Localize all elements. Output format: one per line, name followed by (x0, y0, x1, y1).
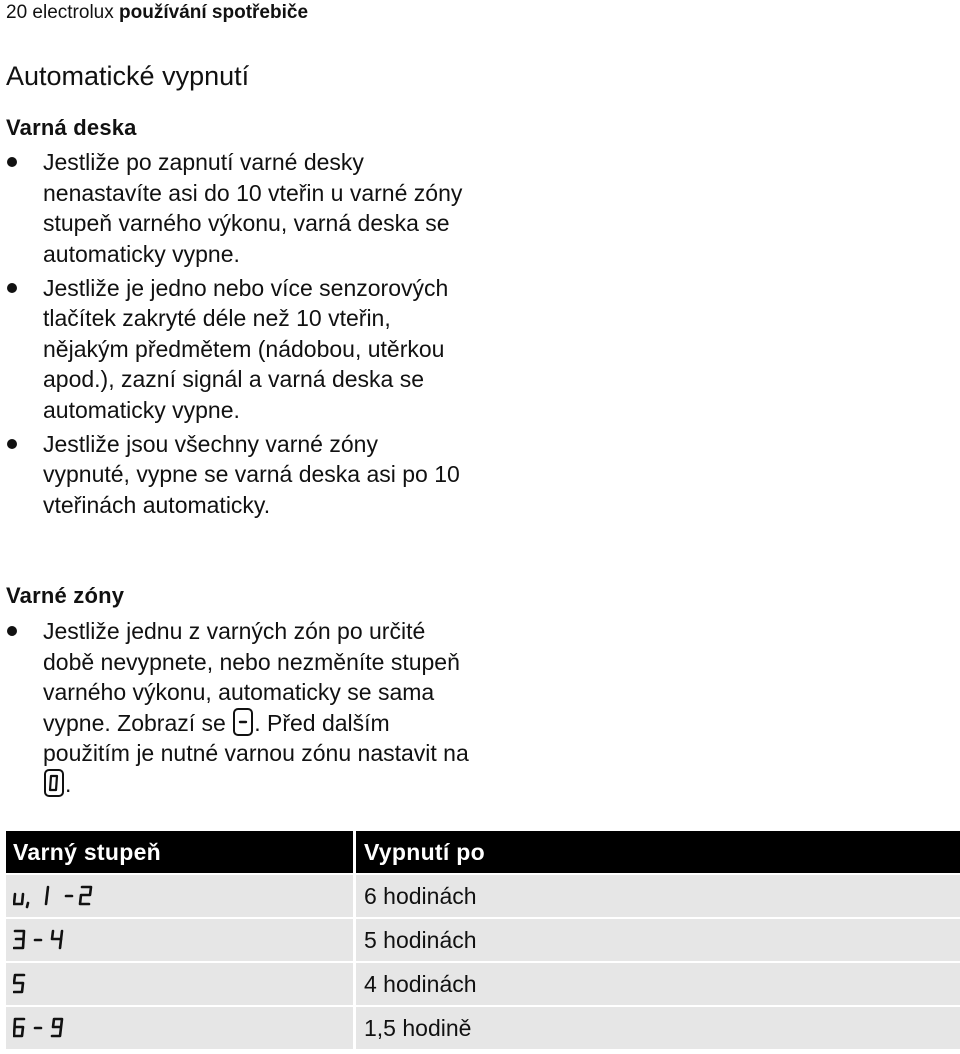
table-row (6, 875, 960, 917)
zones-bullet-list (0, 616, 470, 803)
dash-display-icon (233, 708, 253, 736)
table-row (6, 963, 960, 1005)
shutoff-value: 5 hodinách (356, 919, 960, 961)
bullet-icon (7, 439, 17, 449)
table-header-row (6, 831, 960, 873)
table-row (6, 1007, 960, 1049)
hob-bullet-list (0, 147, 470, 524)
header-section: používání spotřebiče (119, 2, 309, 23)
page-header (6, 2, 308, 24)
brand-name: electrolux (32, 2, 114, 23)
bullet-text-end: . (65, 770, 72, 797)
table-row (6, 919, 960, 961)
column-header-shutoff: Vypnutí po (356, 831, 960, 873)
level-3-4-display (6, 919, 353, 961)
list-item (0, 616, 470, 799)
list-item (0, 147, 470, 269)
level-u-1-2-display (6, 875, 353, 917)
bullet-icon (7, 157, 17, 167)
section-title: Automatické vypnutí (6, 61, 250, 91)
level-5-display (6, 963, 353, 1005)
bullet-icon (7, 283, 17, 293)
subsection-title-hob: Varná deska (6, 115, 137, 140)
bullet-text: Jestliže jednu z varných zón po určité době nevypnete, nebo nezměníte stupeň varného výkonu, automaticky se sama vypne. Zobrazí se (43, 618, 460, 736)
bullet-icon (7, 626, 17, 636)
shutoff-value: 4 hodinách (356, 963, 960, 1005)
page-number: 20 (6, 2, 28, 23)
column-header-level: Varný stupeň (6, 831, 353, 873)
bullet-text-cont: . Před dalším použitím je nutné varnou zónu nastavit na (43, 709, 469, 766)
shutoff-value: 6 hodinách (356, 875, 960, 917)
level-6-9-display (6, 1007, 353, 1049)
list-item (0, 429, 470, 521)
list-item (0, 273, 470, 426)
shutoff-table (6, 831, 960, 1051)
bullet-text: Jestliže jsou všechny varné zóny vypnuté, vypne se varná deska asi po 10 vteřinách automaticky. (43, 430, 460, 518)
zero-display-icon (44, 769, 64, 797)
subsection-title-zones: Varné zóny (6, 583, 125, 608)
shutoff-value: 1,5 hodině (356, 1007, 960, 1049)
bullet-text: Jestliže po zapnutí varné desky nenastavíte asi do 10 vteřin u varné zóny stupeň varného výkonu, varná deska se automaticky vypne. (43, 149, 463, 267)
bullet-text: Jestliže je jedno nebo více senzorových tlačítek zakryté déle než 10 vteřin, nějakým předmětem (nádobou, utěrkou apod.), zazní signál a varná deska se automaticky vypne. (43, 274, 449, 423)
